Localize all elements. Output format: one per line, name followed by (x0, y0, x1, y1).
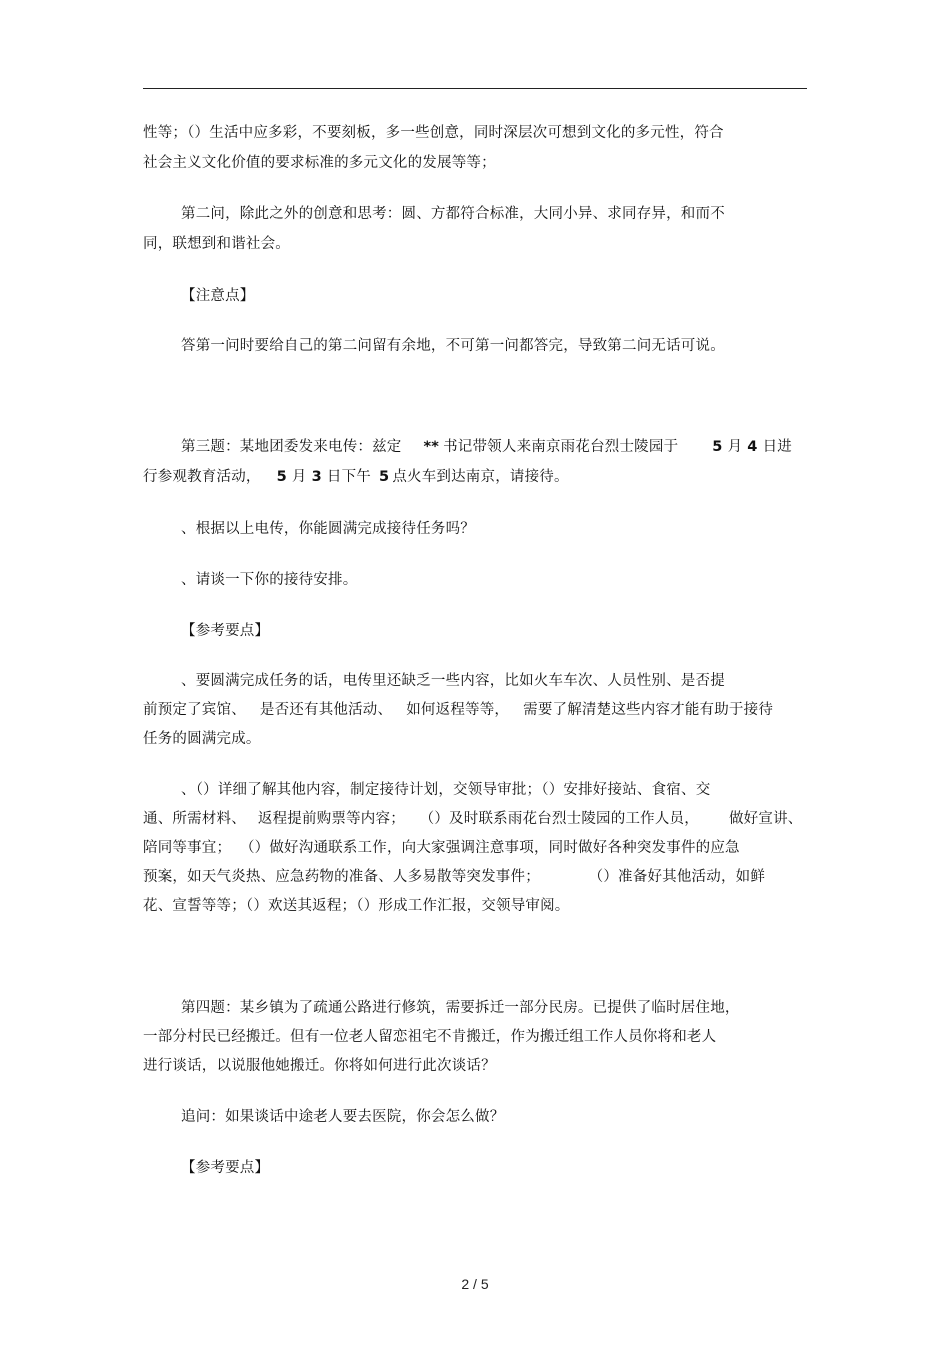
text-segment: 5 (379, 469, 390, 485)
text-segment: 做好宣讲、 (728, 811, 803, 827)
question-subitem: 、请谈一下你的接待安排。 (181, 572, 358, 588)
answer-line (143, 838, 740, 858)
question-line: 第四题：某乡镇为了疏通公路进行修筑，需要拆迁一部分民房。已提供了临时居住地， (181, 1000, 740, 1016)
text-segment: 前预定了宾馆、 (143, 702, 246, 718)
text-segment: 3 (311, 469, 322, 485)
text-segment: （）及时联系雨花台烈士陵园的工作人员， (426, 811, 699, 827)
text-segment: （）准备好其他活动，如鲜 (595, 869, 766, 885)
text-segment: 4 (747, 439, 758, 455)
question-subitem: 、根据以上电传，你能圆满完成接待任务吗？ (181, 521, 475, 537)
paragraph-line: 性等；（）生活中应多彩，不要刻板，多一些创意，同时深层次可想到文化的多元性，符合 (143, 125, 724, 141)
section-heading: 【参考要点】 (181, 1160, 270, 1176)
paragraph-line: 答第一问时要给自己的第二问留有余地，不可第一问都答完，导致第二问无话可说。 (181, 338, 725, 354)
text-segment: （）做好沟通联系工作，向大家强调注意事项，同时做好各种突发事件的应急 (247, 840, 740, 856)
text-segment: 如何返程等等， (406, 702, 510, 718)
section-heading: 【注意点】 (181, 288, 255, 304)
text-segment: 行参观教育活动， (143, 469, 261, 485)
question-line: 一部分村民已经搬迁。但有一位老人留恋祖宅不肯搬迁，作为搬迁组工作人员你将和老人 (143, 1029, 717, 1045)
text-segment: 通、所需材料、 (143, 811, 246, 827)
page-number: 2 / 5 (461, 1276, 489, 1292)
answer-line (143, 700, 773, 720)
text-segment: 月 (291, 469, 307, 485)
answer-line: 、（）详细了解其他内容，制定接待计划，交领导审批；（）安排好接站、食宿、交 (181, 782, 711, 798)
text-segment: 5 (712, 439, 723, 455)
followup-question: 追问：如果谈话中途老人要去医院，你会怎么做？ (181, 1109, 505, 1125)
paragraph-line: 社会主义文化价值的要求标准的多元文化的发展等等； (143, 155, 496, 171)
section-heading: 【参考要点】 (181, 623, 270, 639)
paragraph-line: 同，联想到和谐社会。 (143, 236, 290, 252)
text-segment: 需要了解清楚这些内容才能有助于接待 (523, 702, 774, 718)
question-line (143, 467, 569, 487)
text-segment: ** (423, 439, 440, 455)
text-segment: 月 (727, 439, 743, 455)
text-segment: 点火车到达南京，请接待。 (392, 469, 569, 485)
text-segment: 日进 (762, 439, 792, 455)
text-segment: 书记带领人来南京雨花台烈士陵园于 (443, 439, 679, 455)
question-line (181, 437, 792, 457)
text-segment: 是否还有其他活动、 (259, 702, 393, 718)
question-line: 进行谈话，以说服他她搬迁。你将如何进行此次谈话？ (143, 1058, 496, 1074)
text-segment: 返程提前购票等内容； (257, 811, 405, 827)
text-segment: 第三题：某地团委发来电传：兹定 (181, 439, 402, 455)
answer-line: 任务的圆满完成。 (143, 731, 261, 747)
answer-line (143, 867, 765, 887)
text-segment: 日下午 (326, 469, 372, 485)
answer-line: 、要圆满完成任务的话，电传里还缺乏一些内容，比如火车车次、人员性别、是否提 (181, 673, 725, 689)
text-segment: 5 (276, 469, 287, 485)
text-segment: 陪同等事宜； (143, 840, 232, 856)
answer-line (143, 809, 802, 829)
answer-line: 花、宣誓等等；（）欢送其返程；（）形成工作汇报，交领导审阅。 (143, 898, 570, 914)
paragraph-line: 第二问，除此之外的创意和思考：圆、方都符合标准，大同小异、求同存异，和而不 (181, 206, 725, 222)
text-segment: 预案，如天气炎热、应急药物的准备、人多易散等突发事件； (143, 869, 540, 885)
header-rule (143, 88, 807, 89)
